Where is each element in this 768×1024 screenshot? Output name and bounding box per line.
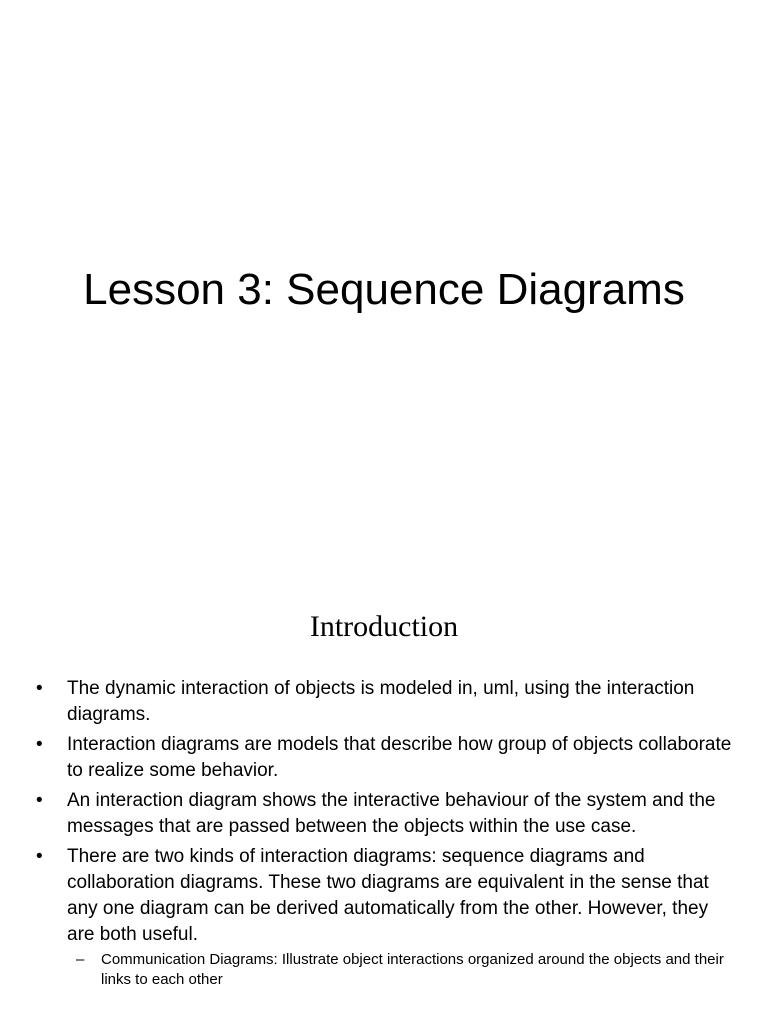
sub-bullet-list bbox=[67, 950, 736, 990]
introduction-bullet-list bbox=[36, 676, 736, 994]
bullet-item bbox=[36, 788, 736, 840]
introduction-heading: Introduction bbox=[309, 610, 459, 643]
bullet-text: An interaction diagram shows the interactive behaviour of the system and the messages that are passed between the objects within the use case. bbox=[67, 790, 716, 837]
bullet-item bbox=[36, 732, 736, 784]
bullet-text: There are two kinds of interaction diagrams: sequence diagrams and collaboration diagrams. These two diagrams are equivalent in the sense that any one diagram can be derived automatically from the other. However, they are both useful. bbox=[67, 846, 709, 945]
bullet-marker: • bbox=[36, 734, 43, 755]
bullet-text: The dynamic interaction of objects is modeled in, uml, using the interaction diagrams. bbox=[67, 678, 695, 725]
sub-bullet-item bbox=[67, 950, 736, 990]
bullet-item bbox=[36, 676, 736, 728]
lesson-title: Lesson 3: Sequence Diagrams bbox=[83, 265, 685, 314]
bullet-text: Interaction diagrams are models that describe how group of objects collaborate to realize some behavior. bbox=[67, 734, 732, 781]
bullet-marker: • bbox=[36, 846, 43, 867]
bullet-marker: • bbox=[36, 790, 43, 811]
sub-bullet-text: Communication Diagrams: Illustrate object interactions organized around the objects and their links to each other bbox=[101, 951, 724, 988]
sub-bullet-marker: – bbox=[76, 951, 85, 968]
bullet-item bbox=[36, 844, 736, 990]
bullet-marker: • bbox=[36, 678, 43, 699]
